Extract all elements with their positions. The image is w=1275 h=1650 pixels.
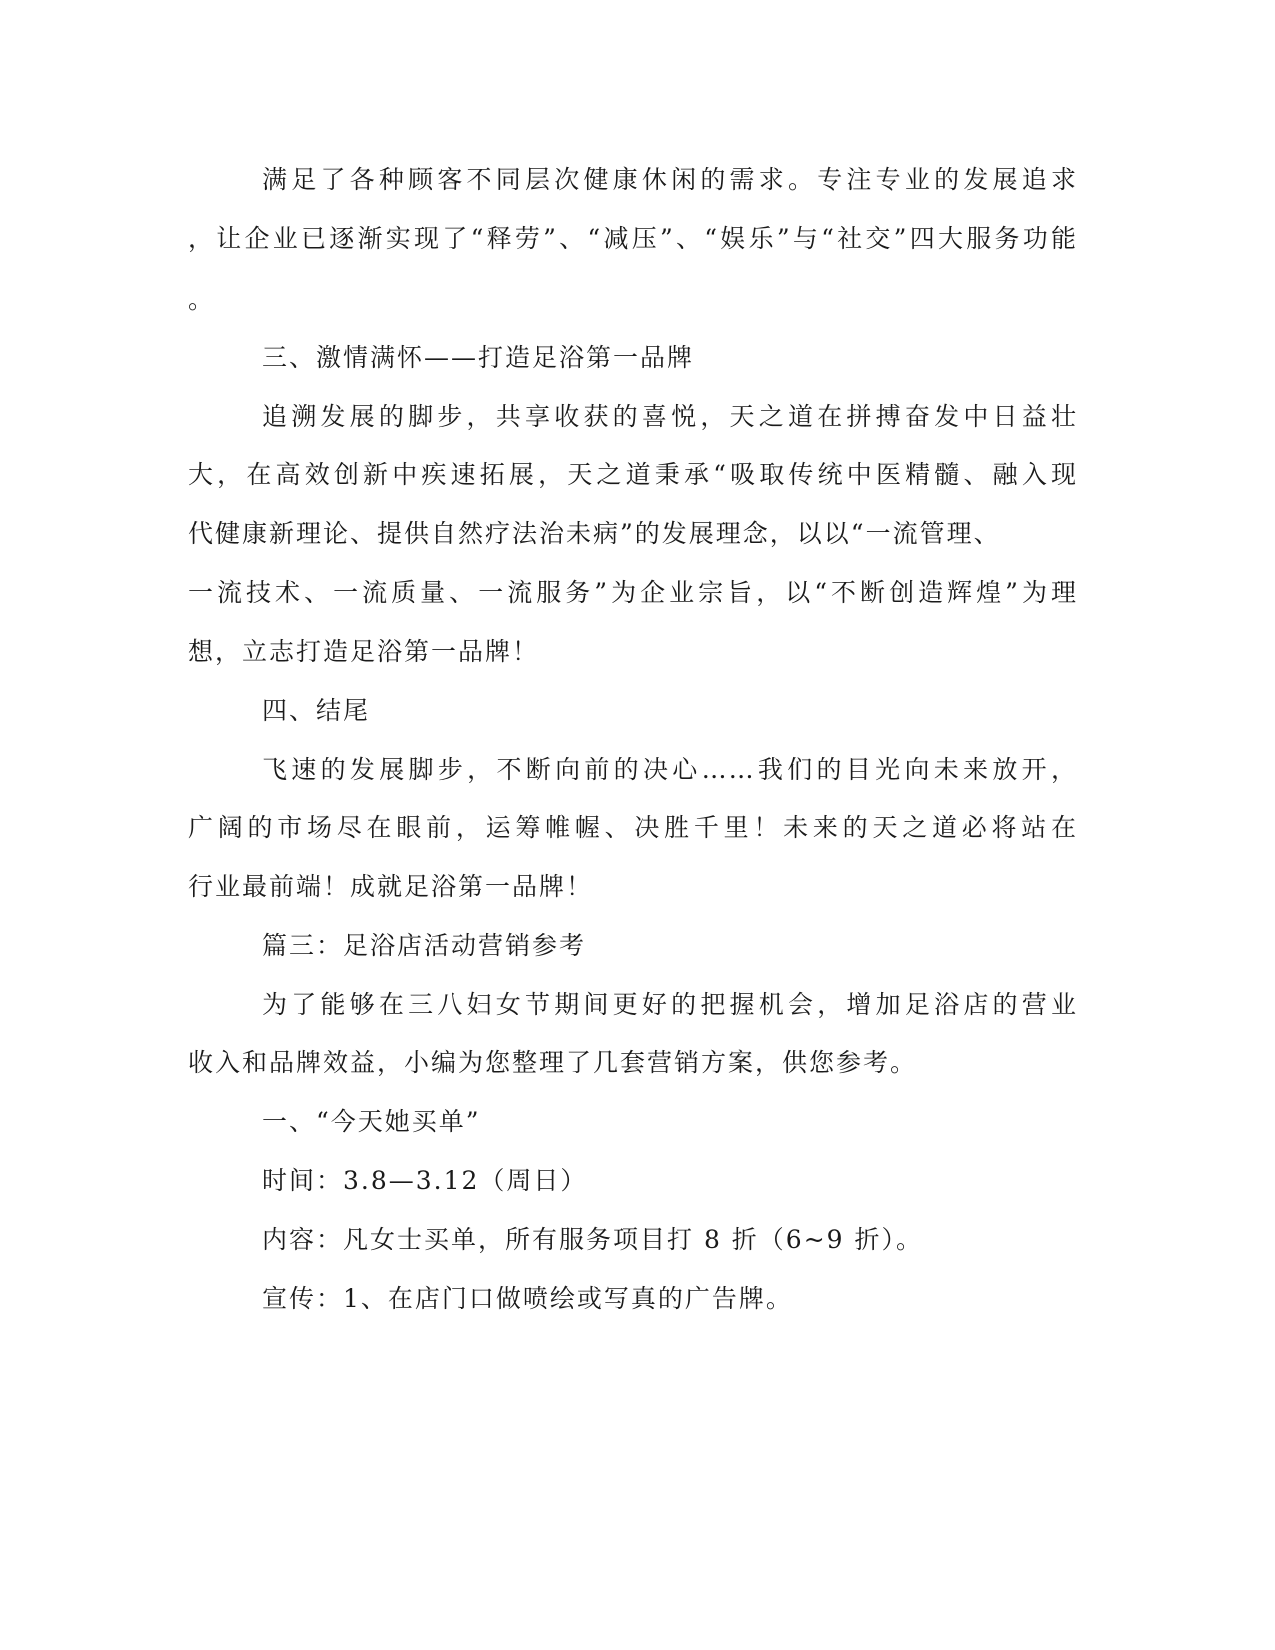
paragraph-line: 行业最前端！成就足浴第一品牌！	[188, 872, 594, 901]
section-heading: 四、结尾	[262, 696, 371, 725]
section-heading: 篇三：足浴店活动营销参考	[262, 931, 587, 960]
paragraph-line: 宣传：1、在店门口做喷绘或写真的广告牌。	[262, 1284, 793, 1313]
paragraph-line: 满足了各种顾客不同层次健康休闲的需求。专注专业的发展追求	[262, 165, 1078, 194]
paragraph-line: 代健康新理论、提供自然疗法治未病”的发展理念，以以“一流管理、	[188, 519, 1001, 548]
paragraph-line: 大，在高效创新中疾速拓展，天之道秉承“吸取传统中医精髓、融入现	[188, 460, 1078, 489]
paragraph-line: 广阔的市场尽在眼前，运筹帷幄、决胜千里！未来的天之道必将站在	[188, 813, 1078, 842]
section-heading: 一、“今天她买单”	[262, 1107, 481, 1136]
paragraph-line: 时间：3.8—3.12（周日）	[262, 1166, 588, 1195]
paragraph-line: 一流技术、一流质量、一流服务”为企业宗旨，以“不断创造辉煌”为理	[188, 578, 1078, 607]
paragraph-line: 追溯发展的脚步，共享收获的喜悦，天之道在拼搏奋发中日益壮	[262, 402, 1078, 431]
paragraph-line: 为了能够在三八妇女节期间更好的把握机会，增加足浴店的营业	[262, 990, 1078, 1019]
section-heading: 三、激情满怀——打造足浴第一品牌	[262, 343, 695, 372]
paragraph-line: 飞速的发展脚步，不断向前的决心……我们的目光向未来放开，	[262, 755, 1078, 784]
paragraph-line: 内容：凡女士买单，所有服务项目打 8 折（6~9 折）。	[262, 1225, 924, 1254]
paragraph-line: 收入和品牌效益，小编为您整理了几套营销方案，供您参考。	[188, 1048, 918, 1077]
paragraph-line: ，让企业已逐渐实现了“释劳”、“减压”、“娱乐”与“社交”四大服务功能	[188, 224, 1078, 253]
paragraph-line: 想，立志打造足浴第一品牌！	[188, 637, 540, 666]
paragraph-line: 。	[188, 285, 216, 314]
